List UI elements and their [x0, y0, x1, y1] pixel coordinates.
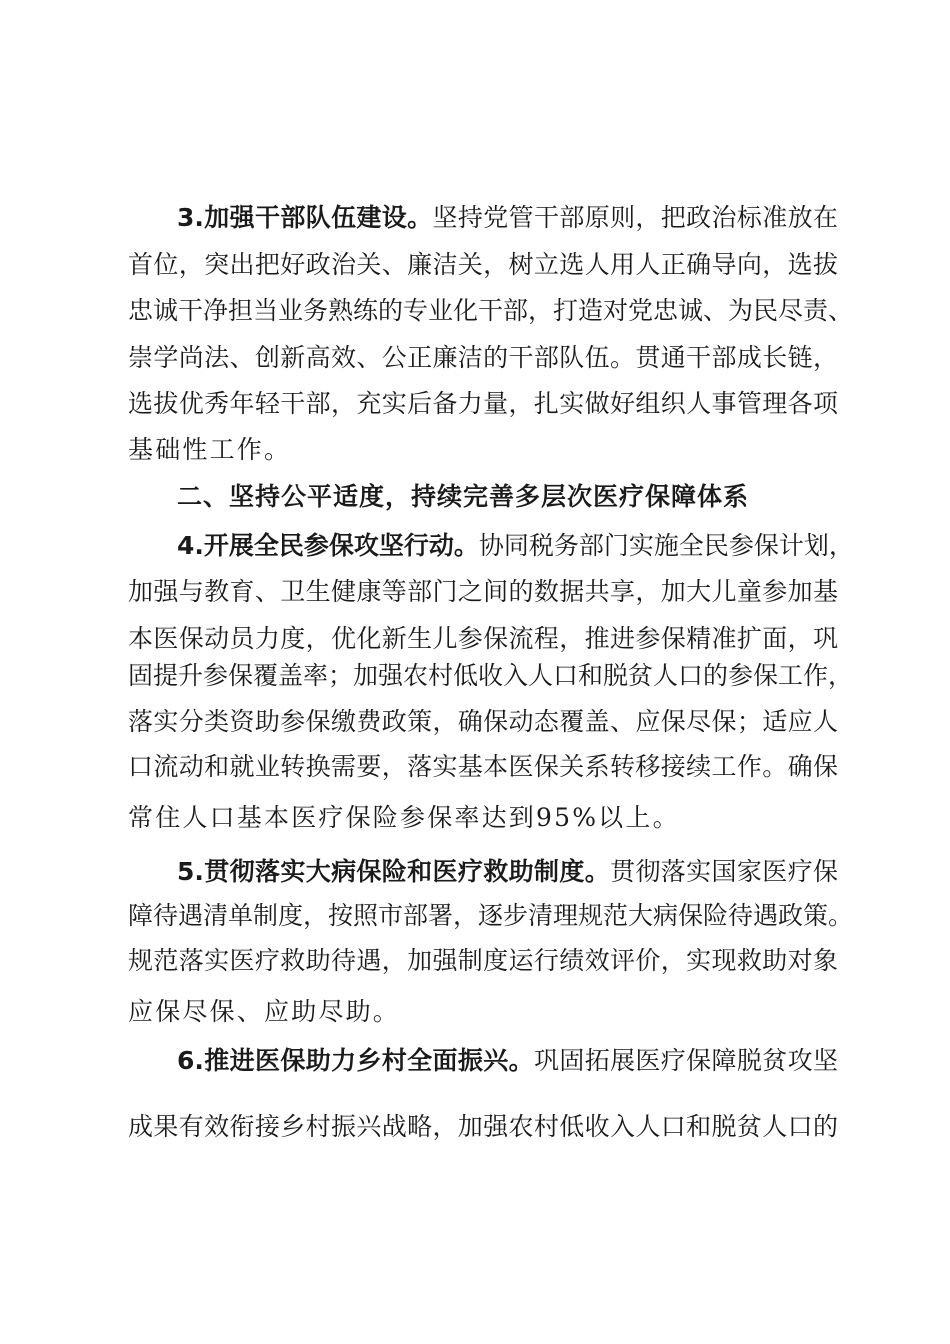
- paragraph-text: 坚持党管干部原则，把政治标准放在: [432, 203, 838, 232]
- paragraph-line: [177, 855, 838, 889]
- paragraph-line: 落实分类资助参保缴费政策，确保动态覆盖、应保尽保；适应人: [128, 707, 838, 736]
- paragraph-line: 本医保动员力度，优化新生儿参保流程，推进参保精准扩面，巩: [128, 624, 838, 653]
- paragraph-line: 首位，突出把好政治关、廉洁关，树立选人用人正确导向，选拔: [128, 250, 838, 279]
- section-heading: 二、坚持公平适度，持续完善多层次医疗保障体系: [177, 482, 750, 511]
- paragraph-line: 常住人口基本医疗保险参保率达到95%以上。: [128, 803, 680, 832]
- paragraph-text: 协同税务部门实施全民参保计划，: [478, 531, 854, 560]
- paragraph-text: 贯彻落实国家医疗保: [610, 857, 838, 886]
- paragraph-text: 巩固拓展医疗保障脱贫攻坚: [533, 1046, 838, 1075]
- paragraph-line: 应保尽保、应助尽助。: [128, 997, 401, 1026]
- paragraph-line: 加强与教育、卫生健康等部门之间的数据共享，加大儿童参加基: [128, 577, 838, 606]
- paragraph-line: 忠诚干净担当业务熟练的专业化干部，打造对党忠诚、为民尽责、: [128, 296, 854, 325]
- paragraph-line: 成果有效衔接乡村振兴战略，加强农村低收入人口和脱贫人口的: [128, 1112, 838, 1141]
- paragraph-line: 口流动和就业转换需要，落实基本医保关系转移接续工作。确保: [128, 752, 838, 781]
- section-title: 5.贯彻落实大病保险和医疗救助制度。: [177, 857, 611, 886]
- paragraph-line: [177, 1044, 838, 1078]
- paragraph-line: 障待遇清单制度，按照市部署，逐步清理规范大病保险待遇政策。: [128, 901, 854, 930]
- paragraph-line: 选拔优秀年轻干部，充实后备力量，扎实做好组织人事管理各项: [128, 389, 838, 418]
- paragraph-line: 规范落实医疗救助待遇，加强制度运行绩效评价，实现救助对象: [128, 946, 838, 975]
- paragraph-line: 固提升参保覆盖率；加强农村低收入人口和脱贫人口的参保工作，: [128, 661, 854, 690]
- section-title: 4.开展全民参保攻坚行动。: [177, 531, 479, 560]
- section-title: 6.推进医保助力乡村全面振兴。: [177, 1046, 534, 1075]
- paragraph-line: 崇学尚法、创新高效、公正廉洁的干部队伍。贯通干部成长链，: [128, 343, 838, 372]
- paragraph-line: [177, 529, 854, 563]
- paragraph-line: [177, 201, 838, 235]
- section-title: 3.加强干部队伍建设。: [177, 203, 433, 232]
- paragraph-line: 基础性工作。: [128, 435, 292, 464]
